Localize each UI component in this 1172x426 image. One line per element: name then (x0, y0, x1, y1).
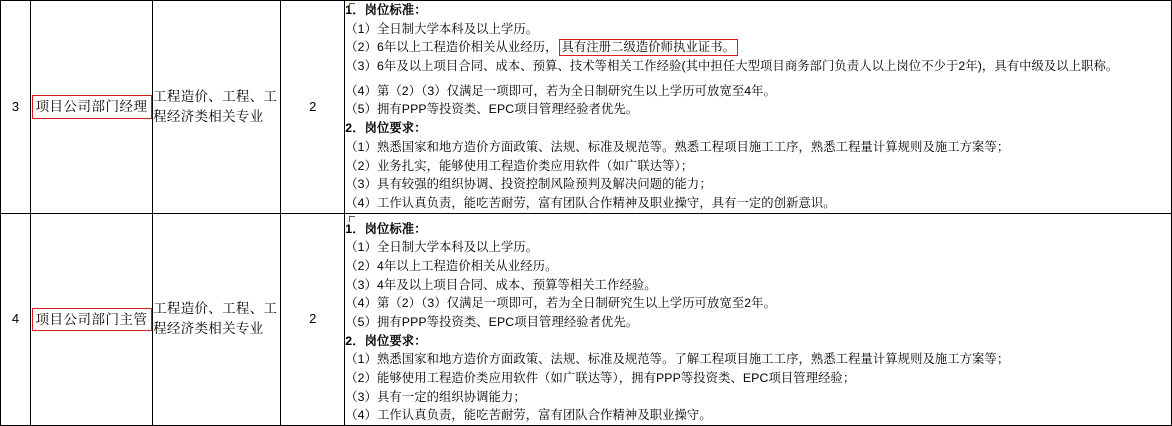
headcount-cell (281, 1, 345, 214)
demand-title: 2．岗位要求： (345, 333, 427, 348)
standard-title: 1．岗位标准： (345, 3, 427, 17)
demand-item: （3）具有较强的组织协调、投资控制风险预判及解决问题的能力； (345, 177, 712, 192)
demand-title: 2．岗位要求： (345, 121, 427, 136)
table-row (1, 1, 1172, 214)
standard-item: （2）4年以上工程造价相关从业经历。 (345, 258, 558, 273)
standard-item: （3）4年及以上项目合同、成本、预算等相关工作经验。 (345, 277, 657, 292)
requirements-cell (345, 213, 1172, 426)
major-cell: 工程造价、工程、工程经济类相关专业 (153, 213, 281, 426)
standard-item: （4）第（2）（3）仅满足一项即可，若为全日制研究生以上学历可放宽至4年。 (345, 83, 776, 98)
standard-item: （4）第（2）（3）仅满足一项即可，若为全日制研究生以上学历可放宽至2年。 (345, 296, 776, 311)
standard-title: 1．岗位标准： (345, 221, 427, 236)
standard-item: （1）全日制大学本科及以上学历。 (345, 240, 539, 255)
demand-item: （3）具有一定的组织协调能力； (345, 389, 526, 404)
demand-item: （2）能够使用工程造价类应用软件（如广联达等），拥有PPP等投资类、EPC项目管理经验； (345, 371, 856, 386)
headcount-cell (281, 213, 345, 426)
post-name-cell (31, 1, 153, 214)
standard-item: （2）6年以上工程造价相关从业经历， (345, 40, 558, 55)
row-number-cell (1, 213, 31, 426)
standard-item: （5）拥有PPP等投资类、EPC项目管理经验者优先。 (345, 102, 639, 117)
comment-marker-icon (349, 3, 355, 9)
headcount-value: 2 (309, 98, 317, 114)
demand-item: （4）工作认真负责，能吃苦耐劳，富有团队合作精神及职业操守。 (345, 408, 712, 423)
major-cell: 工程造价、工程、工程经济类相关专业 (153, 1, 281, 214)
demand-item: （1）熟悉国家和地方造价方面政策、法规、标准及规范等。了解工程项目施工工序，熟悉工程量计算规则及施工方案等； (345, 352, 1010, 367)
demand-item: （1）熟悉国家和地方造价方面政策、法规、标准及规范等。熟悉工程项目施工工序，熟悉工程量计算规则及施工方案等； (345, 139, 1010, 154)
post-name-cell (31, 213, 153, 426)
row-number: 4 (11, 311, 20, 327)
standard-item: （5）拥有PPP等投资类、EPC项目管理经验者优先。 (345, 315, 639, 329)
comment-marker-icon (349, 216, 355, 222)
standard-item-with-highlight (345, 38, 1171, 57)
standard-item: （1）全日制大学本科及以上学历。 (345, 21, 539, 36)
standard-item: （3）6年及以上项目合同、成本、预算、技术等相关工作经验(其中担任大型项目商务部门负责人以上岗位不少于2年)，具有中级及以上职称。 (345, 59, 1119, 74)
row-number: 3 (11, 98, 20, 114)
post-name-highlight-box: 项目公司部门主管 (32, 308, 152, 332)
table-row (1, 213, 1172, 426)
highlighted-requirement: 具有注册二级造价师执业证书。 (559, 39, 739, 56)
row-number-cell (1, 1, 31, 214)
requirements-cell (345, 1, 1172, 214)
headcount-value: 2 (309, 311, 317, 327)
post-name-highlight-box: 项目公司部门经理 (32, 95, 152, 119)
demand-item: （2）业务扎实，能够使用工程造价类应用软件（如广联达等）； (345, 158, 694, 173)
demand-item: （4）工作认真负责，能吃苦耐劳，富有团队合作精神及职业操守，具有一定的创新意识。 (345, 195, 836, 210)
